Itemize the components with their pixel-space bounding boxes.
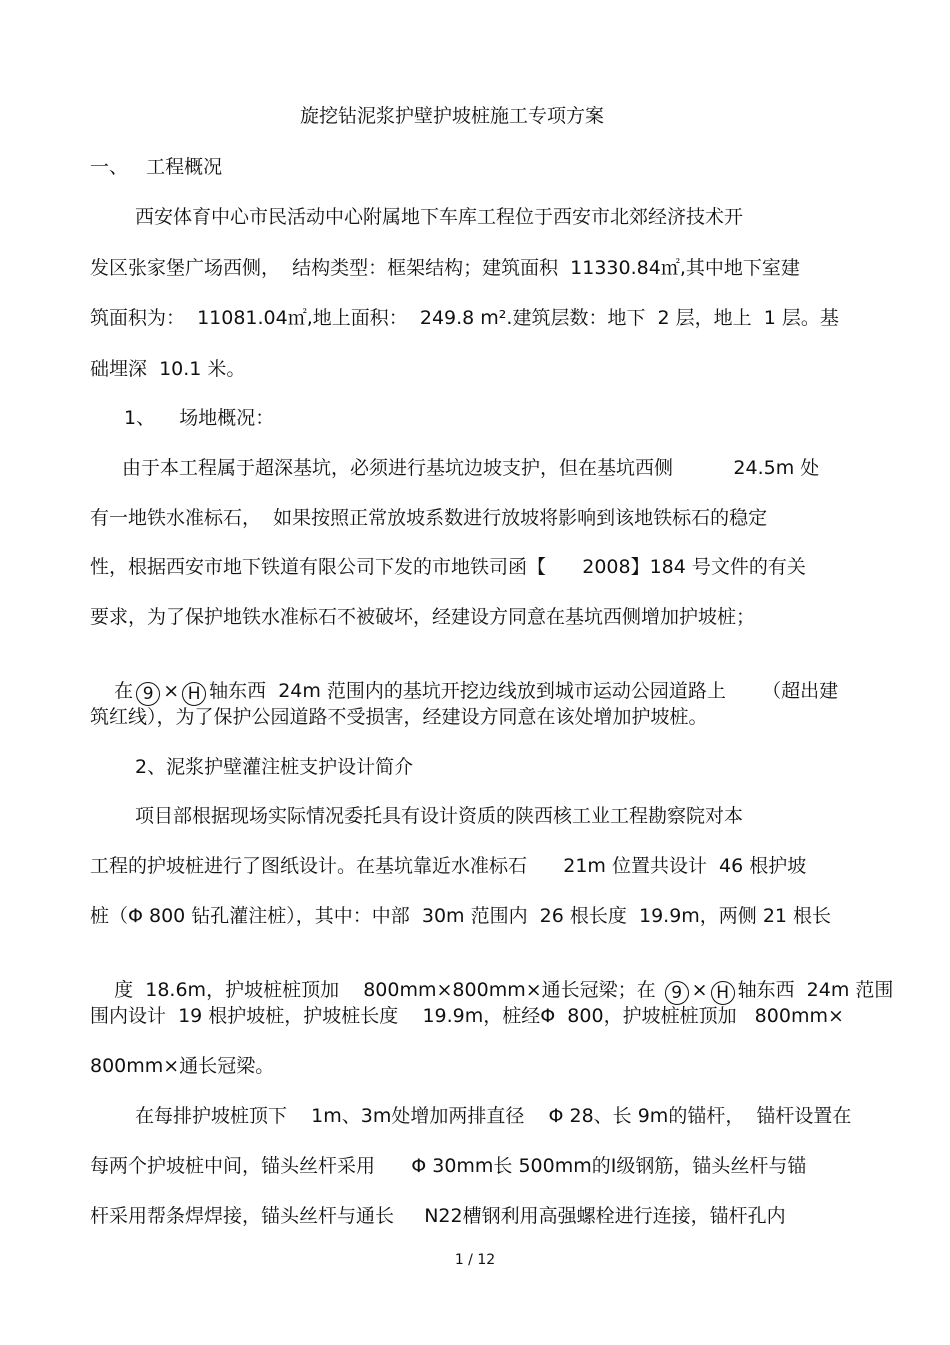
times-sign: × [163,680,180,702]
paragraph-line: 有一地铁水准标石， 如果按照正常放坡系数进行放坡将影响到该地铁标石的稳定 [90,507,768,529]
paragraph-line: 每两个护坡桩中间，锚头丝杆采用 Φ 30mm长 500mm的Ⅰ级钢筋，锚头丝杆与锚 [90,1155,807,1177]
axis-prefix: 度 18.6m，护坡桩桩顶加 800mm×800mm×通长冠梁；在 [114,979,662,1001]
paragraph-line: 围内设计 19 根护坡桩，护坡桩长度 19.9m，桩经Φ 800，护坡桩桩顶加 800mm× [90,1005,844,1027]
paragraph-line: 础埋深 10.1 米。 [90,358,246,380]
axis-suffix: 轴东西 24m 范围 [737,979,894,1001]
page-title: 旋挖钻泥浆护壁护坡桩施工专项方案 [300,105,605,127]
axis-circle-9-icon: 9 [665,981,689,1005]
paragraph-line: 性，根据西安市地下铁道有限公司下发的市地铁司函【 2008】184 号文件的有关 [90,556,806,578]
times-sign: × [691,979,708,1001]
axis-circle-h-icon: H [182,682,206,706]
paragraph-line: 由于本工程属于超深基坑，必须进行基坑边坡支护，但在基坑西侧 24.5m 处 [122,457,820,479]
paragraph-line: 要求，为了保护地铁水准标石不被破坏，经建设方同意在基坑西侧增加护坡桩； [90,606,756,628]
paragraph-line: 发区张家堡广场西侧， 结构类型：框架结构；建筑面积 11330.84㎡,其中地下室建 [90,257,800,279]
paragraph-line: 筑红线），为了保护公园道路不受损害，经建设方同意在该处增加护坡桩。 [90,706,708,728]
axis-suffix: 轴东西 24m 范围内的基坑开挖边线放到城市运动公园道路上 （超出建 [209,680,839,702]
paragraph-line: 工程的护坡桩进行了图纸设计。在基坑靠近水准标石 21m 位置共设计 46 根护坡 [90,855,807,877]
paragraph-line: 桩（Φ 800 钻孔灌注桩），其中：中部 30m 范围内 26 根长度 19.9m，两侧 21 根长 [90,905,832,927]
subsection-heading: 1、 场地概况： [124,407,275,429]
page-number: 1 / 12 [454,1252,496,1268]
axis-circle-h-icon: H [711,981,735,1005]
axis-circle-9-icon: 9 [136,682,160,706]
paragraph-line: 在每排护坡桩顶下 1m、3m处增加两排直径 Φ 28、长 9m的锚杆， 锚杆设置在 [135,1105,852,1127]
axis-prefix: 在 [114,680,134,702]
paragraph-line: 项目部根据现场实际情况委托具有设计资质的陕西核工业工程勘察院对本 [135,805,744,827]
paragraph-line: 筑面积为： 11081.04㎡,地上面积： 249.8 m².建筑层数：地下 2 层，地上 1 层。基 [90,307,839,329]
paragraph-line: 西安体育中心市民活动中心附属地下车库工程位于西安市北郊经济技术开 [135,206,744,228]
section-heading: 一、 工程概况 [90,156,223,178]
subsection-heading: 2、泥浆护壁灌注桩支护设计简介 [135,756,414,778]
paragraph-line: 杆采用帮条焊焊接，锚头丝杆与通长 N22槽钢利用高强螺栓进行连接，锚杆孔内 [90,1205,786,1227]
paragraph-line: 800mm×通长冠梁。 [90,1055,275,1077]
